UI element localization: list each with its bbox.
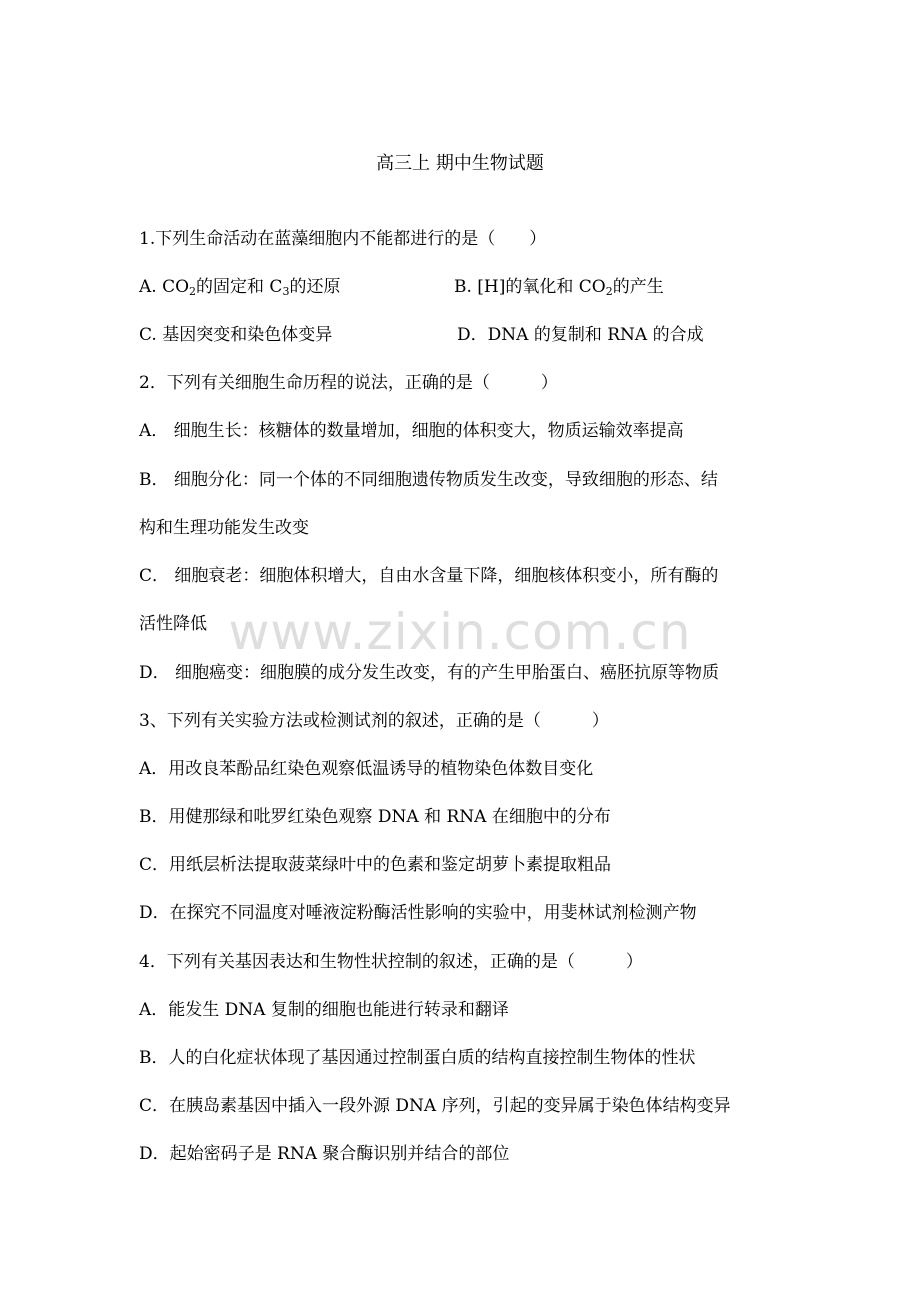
q3-option-d: D．在探究不同温度对唾液淀粉酶活性影响的实验中，用斐林试剂检测产物 [139, 903, 697, 923]
q1-option-a [139, 275, 340, 299]
q1-option-d: D．DNA 的复制和 RNA 的合成 [457, 325, 704, 345]
q2-option-d: D． 细胞癌变：细胞膜的成分发生改变，有的产生甲胎蛋白、癌胚抗原等物质 [139, 663, 720, 683]
q2-option-b-line1: B． 细胞分化：同一个体的不同细胞遗传物质发生改变，导致细胞的形态、结 [139, 470, 718, 490]
q1-option-a-sub1: 2 [189, 285, 197, 298]
q2-option-c-line2: 活性降低 [139, 614, 207, 634]
q2-option-b-line2: 构和生理功能发生改变 [139, 518, 309, 538]
q1-option-a-pre: A. CO [139, 277, 190, 297]
q4-stem: 4．下列有关基因表达和生物性状控制的叙述，正确的是（ ） [139, 952, 643, 972]
q4-option-c: C．在胰岛素基因中插入一段外源 DNA 序列，引起的变异属于染色体结构变异 [139, 1096, 731, 1116]
q2-stem: 2．下列有关细胞生命历程的说法，正确的是（ ） [139, 373, 558, 393]
q1-option-a-mid: 的固定和 C [196, 277, 283, 297]
q3-stem: 3、下列有关实验方法或检测试剂的叙述，正确的是（ ） [139, 711, 609, 731]
page-title: 高三上 期中生物试题 [376, 153, 544, 174]
q4-option-a: A．能发生 DNA 复制的细胞也能进行转录和翻译 [139, 1000, 509, 1020]
q3-option-c: C．用纸层析法提取菠菜绿叶中的色素和鉴定胡萝卜素提取粗品 [139, 855, 612, 875]
q1-option-b [454, 275, 664, 299]
q1-option-a-post: 的还原 [289, 277, 341, 297]
q1-option-b-post: 的产生 [612, 277, 664, 297]
q4-option-d: D．起始密码子是 RNA 聚合酶识别并结合的部位 [139, 1144, 510, 1164]
q2-option-c-line1: C． 细胞衰老：细胞体积增大，自由水含量下降，细胞核体积变小，所有酶的 [139, 566, 719, 586]
q3-option-b: B．用健那绿和吡罗红染色观察 DNA 和 RNA 在细胞中的分布 [139, 807, 611, 827]
q1-option-b-pre: B. [H]的氧化和 CO [454, 277, 606, 297]
q4-option-b: B．人的白化症状体现了基因通过控制蛋白质的结构直接控制生物体的性状 [139, 1048, 696, 1068]
q2-option-a: A． 细胞生长：核糖体的数量增加，细胞的体积变大，物质运输效率提高 [139, 421, 684, 441]
watermark: www.zixin.com.cn [228, 603, 692, 661]
q1-option-c: C. 基因突变和染色体变异 [139, 325, 333, 345]
q1-option-a-sub2: 3 [282, 285, 290, 298]
q3-option-a: A．用改良苯酚品红染色观察低温诱导的植物染色体数目变化 [139, 759, 594, 779]
q1-stem: 1.下列生命活动在蓝藻细胞内不能都进行的是（ ） [139, 229, 547, 249]
q1-option-b-sub: 2 [605, 285, 613, 298]
